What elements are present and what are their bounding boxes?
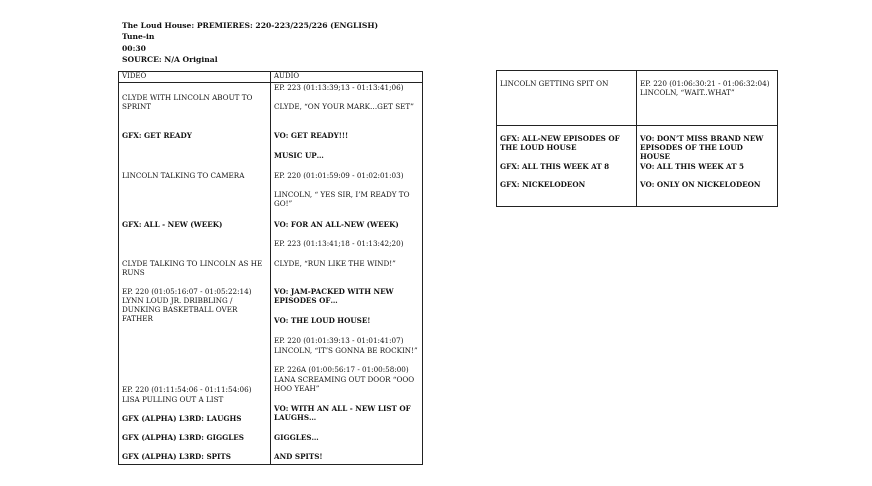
audio-cue: GIGGLES… (274, 433, 319, 442)
audio-cue: LINCOLN, “WAIT..WHAT” (640, 88, 735, 97)
audio-cue: VO: WITH AN ALL - NEW LIST OF LAUGHS… (274, 404, 411, 422)
script-header (122, 20, 378, 66)
video-cell (497, 126, 637, 207)
audio-cue: CLYDE, “ON YOUR MARK…GET SET” (274, 102, 414, 111)
audio-timecode: EP. 220 (01:01:59:09 - 01:02:01:03) (274, 171, 404, 180)
video-cue: LYNN LOUD JR. DRIBBLING / DUNKING BASKETBALL OVER FATHER (122, 296, 238, 323)
video-cue: GFX: NICKELODEON (500, 180, 586, 189)
audio-column (271, 83, 423, 465)
video-cue: CLYDE TALKING TO LINCOLN AS HE RUNS (122, 259, 263, 277)
audio-timecode: EP. 220 (01:06:30:21 - 01:06:32:04) (640, 79, 770, 88)
audio-cue: VO: GET READY!!! (274, 131, 349, 140)
header-tune-in: Tune-in (122, 32, 155, 42)
video-cue: LINCOLN GETTING SPIT ON (500, 79, 609, 88)
video-audio-table (118, 71, 423, 465)
video-cue: GFX (ALPHA) L3RD: GIGGLES (122, 433, 244, 442)
audio-cue: VO: DON’T MISS BRAND NEW EPISODES OF THE LOUD HOUSE (640, 134, 764, 161)
header-source: SOURCE: N/A Original (122, 55, 218, 65)
audio-cue: MUSIC UP… (274, 151, 324, 160)
audio-cue: VO: FOR AN ALL-NEW (WEEK) (274, 220, 399, 229)
audio-cell (637, 71, 778, 126)
video-cue: LISA PULLING OUT A LIST (122, 395, 224, 404)
audio-timecode: EP. 223 (01:13:41;18 - 01:13:42;20) (274, 239, 404, 248)
video-column-header: VIDEO (119, 72, 271, 83)
audio-cue: LINCOLN, “IT’S GONNA BE ROCKIN!” (274, 346, 418, 355)
video-cue: GFX (ALPHA) L3RD: LAUGHS (122, 414, 242, 423)
continuation-table (496, 70, 778, 207)
audio-cue: LINCOLN, “ YES SIR, I’M READY TO GO!” (274, 190, 410, 208)
video-cue: GFX: ALL-NEW EPISODES OF THE LOUD HOUSE (500, 134, 620, 152)
header-title: The Loud House: PREMIERES: 220-223/225/226 (ENGLISH) (122, 21, 379, 30)
video-column (119, 83, 271, 465)
video-cue: GFX: ALL THIS WEEK AT 8 (500, 162, 610, 171)
header-duration: 00:30 (122, 43, 146, 53)
video-cue: GFX: ALL - NEW (WEEK) (122, 220, 223, 229)
audio-cue: AND SPITS! (274, 452, 323, 461)
audio-cue: LANA SCREAMING OUT DOOR “OOO HOO YEAH” (274, 375, 415, 393)
video-timecode: EP. 220 (01:11:54:06 - 01:11:54:06) (122, 385, 252, 394)
audio-cell (637, 126, 778, 207)
audio-timecode: EP. 226A (01:00:56:17 - 01:00:58:00) (274, 365, 409, 374)
video-cue: GFX: GET READY (122, 131, 192, 140)
audio-cue: VO: THE LOUD HOUSE! (274, 316, 371, 325)
audio-cue: VO: ONLY ON NICKELODEON (640, 180, 761, 189)
video-cue: LINCOLN TALKING TO CAMERA (122, 171, 245, 180)
audio-cue: VO: ALL THIS WEEK AT 5 (640, 162, 745, 171)
audio-cue: CLYDE, “RUN LIKE THE WIND!” (274, 259, 396, 268)
audio-timecode: EP. 223 (01:13:39;13 - 01:13:41;06) (274, 83, 404, 92)
video-cue: GFX (ALPHA) L3RD: SPITS (122, 452, 231, 461)
video-timecode: EP. 220 (01:05:16:07 - 01:05:22:14) (122, 287, 252, 296)
audio-timecode: EP. 220 (01:01:39:13 - 01:01:41:07) (274, 336, 404, 345)
audio-cue: VO: JAM-PACKED WITH NEW EPISODES OF… (274, 287, 394, 305)
video-cue: CLYDE WITH LINCOLN ABOUT TO SPRINT (122, 93, 253, 111)
video-cell (497, 71, 637, 126)
audio-column-header: AUDIO (271, 72, 423, 83)
